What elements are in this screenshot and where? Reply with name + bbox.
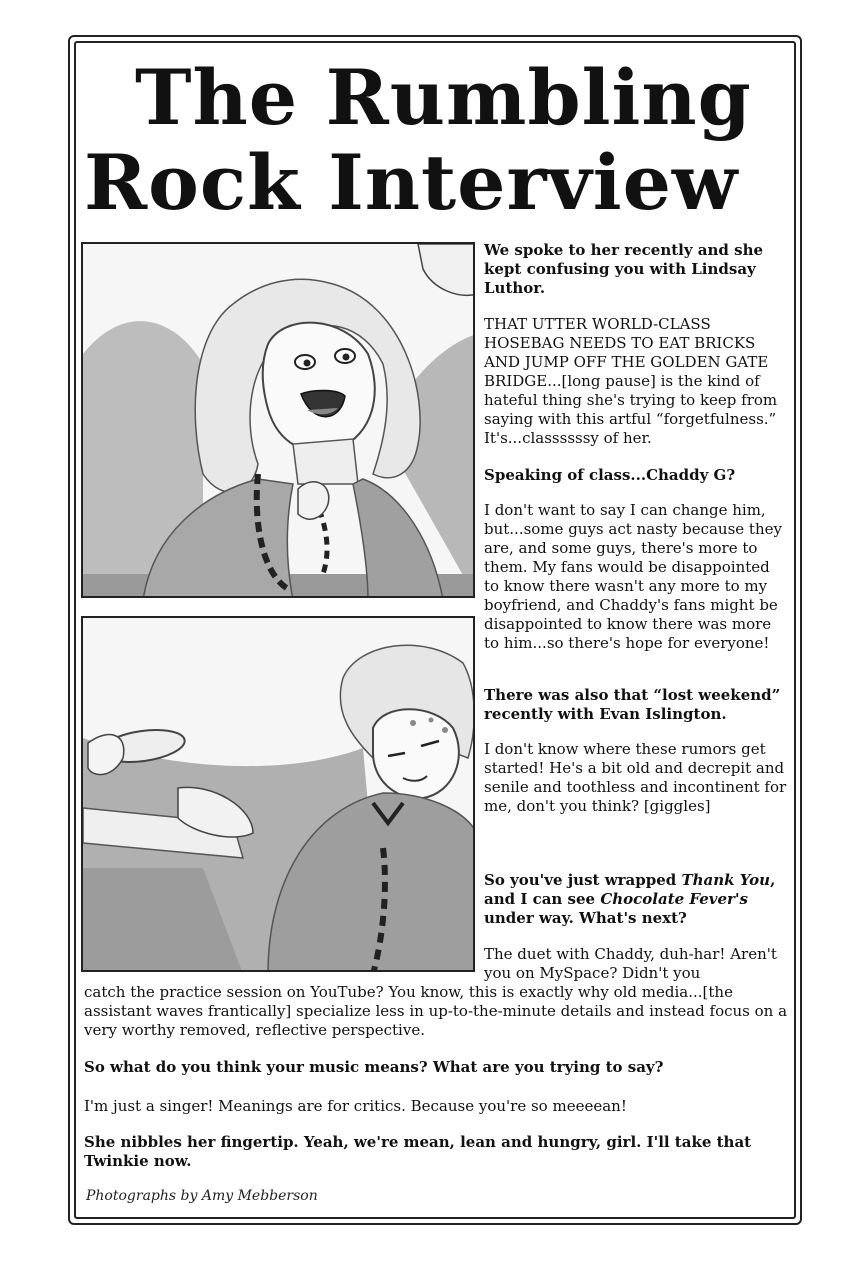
answer-3: I don't know where these rumors get started! He's a bit old and decrepit and senile and toothless and incontinent for me, don't you think? [giggles]: [484, 740, 787, 815]
question-1: We spoke to her recently and she kept confusing you with Lindsay Luthor.: [484, 241, 764, 297]
illustration-panel-top: [81, 242, 475, 598]
question-4: [484, 871, 789, 928]
answer-5: I'm just a singer! Meanings are for critics. Because you're so meeeean!: [84, 1097, 627, 1115]
answer-1: THAT UTTER WORLD-CLASS HOSEBAG NEEDS TO EAT BRICKS AND JUMP OFF THE GOLDEN GATE BRIDGE...[long pause] is the kind of hateful thing she's trying to keep from saying with this artful “forgetfulness.” It's...classssssy of her.: [484, 315, 778, 447]
answer-2: I don't want to say I can change him, but...some guys act nasty because they are, and some guys, there's more to them. My fans would be disappointed to know there wasn't any more to my boyfriend, and Chaddy's fans might be disappointed to know there was more to him...so there's hope for everyone!: [484, 501, 782, 652]
question-4-title-chocolate-fever: Chocolate Fever's: [600, 890, 748, 908]
headline-line-2: Rock Interview: [84, 138, 739, 227]
closing-remark: She nibbles her fingertip. Yeah, we're mean, lean and hungry, girl. I'll take that Twinkie now.: [84, 1133, 752, 1170]
question-4-part-2: , and I can see: [484, 871, 776, 908]
question-4-part-1: So you've just wrapped: [484, 871, 682, 889]
question-3: There was also that “lost weekend” recently with Evan Islington.: [484, 686, 781, 723]
photo-credit: Photographs by Amy Mebberson: [86, 1188, 318, 1204]
answer-4-start: The duet with Chaddy, duh-har! Aren't you on MySpace? Didn't you: [484, 945, 777, 982]
question-2: Speaking of class...Chaddy G?: [484, 466, 736, 484]
sketch-singer-laughing: [83, 244, 475, 598]
question-4-part-3: under way. What's next?: [484, 909, 687, 927]
illustration-panel-bottom: [81, 616, 475, 972]
headline-line-1: The Rumbling: [135, 53, 752, 142]
question-5: So what do you think your music means? What are you trying to say?: [84, 1058, 664, 1076]
answer-4-continued: catch the practice session on YouTube? You know, this is exactly why old media...[the assistant waves frantically] specialize less in up-to-the-minute details and instead focus on a very worthy removed, reflective perspective.: [84, 983, 788, 1039]
sketch-singer-grabbed: [83, 618, 475, 972]
question-4-title-thank-you: Thank You: [681, 871, 771, 889]
